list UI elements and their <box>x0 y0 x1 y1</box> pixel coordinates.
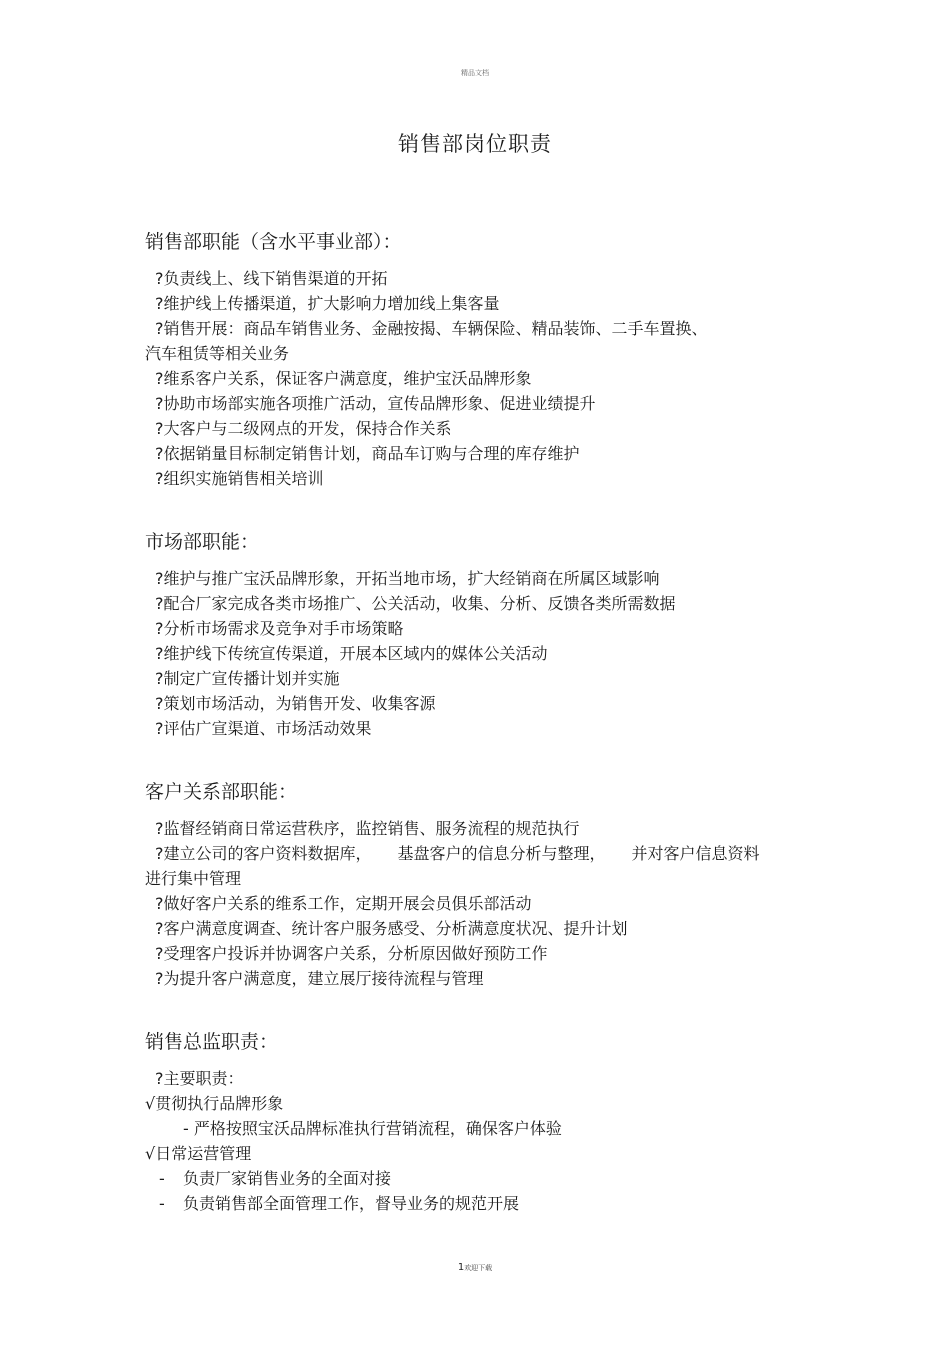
item-list <box>145 816 825 991</box>
list-item: ?依据销量目标制定销售计划，商品车订购与合理的库存维护 <box>155 444 580 463</box>
dash-item-text: 负责厂家销售业务的全面对接 <box>183 1169 392 1188</box>
dash-bullet: - <box>159 1194 165 1213</box>
dash-bullet: - <box>159 1169 165 1188</box>
list-item: ?维护与推广宝沃品牌形象，开拓当地市场，扩大经销商在所属区域影响 <box>155 569 660 588</box>
dash-item <box>145 1191 825 1216</box>
list-item: ?维护线下传统宣传渠道，开展本区域内的媒体公关活动 <box>155 644 548 663</box>
list-item: ?为提升客户满意度，建立展厅接待流程与管理 <box>155 969 484 988</box>
section-heading: 销售总监职责： <box>145 1031 279 1053</box>
item-list <box>145 266 825 491</box>
list-item: ?配合厂家完成各类市场推广、公关活动，收集、分析、反馈各类所需数据 <box>155 594 676 613</box>
page-footer <box>0 1262 950 1273</box>
section-heading: 市场部职能： <box>145 531 260 553</box>
list-item: ?受理客户投诉并协调客户关系，分析原因做好预防工作 <box>155 944 548 963</box>
item-segment: ?建立公司的客户资料数据库， <box>155 844 372 863</box>
list-item: ?协助市场部实施各项推广活动，宣传品牌形象、促进业绩提升 <box>155 394 596 413</box>
section-sales-functions <box>145 230 825 491</box>
list-item: ?维护线上传播渠道，扩大影响力增加线上集客量 <box>155 294 500 313</box>
list-item: ?策划市场活动，为销售开发、收集客源 <box>155 694 436 713</box>
section-customer-relations-functions <box>145 780 825 991</box>
page-number: 1 <box>457 1262 465 1273</box>
section-marketing-functions <box>145 530 825 741</box>
header-watermark: 精品文档 <box>461 69 489 77</box>
list-item-spaced <box>145 841 825 866</box>
dash-item <box>145 1166 825 1191</box>
dash-item-text: 负责销售部全面管理工作，督导业务的规范开展 <box>183 1194 520 1213</box>
document-title: 销售部岗位职责 <box>398 132 552 156</box>
list-item: ?客户满意度调查、统计客户服务感受、分析满意度状况、提升计划 <box>155 919 628 938</box>
list-item: ?维系客户关系，保证客户满意度，维护宝沃品牌形象 <box>155 369 532 388</box>
check-item: √贯彻执行品牌形象 <box>145 1094 284 1113</box>
item-list <box>145 1066 825 1216</box>
footer-text: 欢迎下载 <box>464 1264 493 1272</box>
list-item: ?分析市场需求及竞争对手市场策略 <box>155 619 404 638</box>
list-item: ?组织实施销售相关培训 <box>155 469 324 488</box>
list-item: ?大客户与二级网点的开发，保持合作关系 <box>155 419 452 438</box>
item-segment: 并对客户信息资料 <box>631 844 760 863</box>
list-item: ?评估广宣渠道、市场活动效果 <box>155 719 372 738</box>
item-list <box>145 566 825 741</box>
section-heading: 销售部职能（含水平事业部）： <box>145 231 402 253</box>
list-item: ?制定广宣传播计划并实施 <box>155 669 340 688</box>
list-item: ?负责线上、线下销售渠道的开拓 <box>155 269 388 288</box>
list-item-continuation: 进行集中管理 <box>145 869 242 888</box>
item-segment: 基盘客户的信息分析与整理， <box>397 844 606 863</box>
list-item-continuation: 汽车租赁等相关业务 <box>145 344 290 363</box>
dash-item: - 严格按照宝沃品牌标准执行营销流程，确保客户体验 <box>183 1119 562 1138</box>
list-item: ?监督经销商日常运营秩序，监控销售、服务流程的规范执行 <box>155 819 580 838</box>
list-item: ?主要职责： <box>155 1069 244 1088</box>
list-item: ?销售开展：商品车销售业务、金融按揭、车辆保险、精品装饰、二手车置换、 <box>155 319 708 338</box>
check-item: √日常运营管理 <box>145 1144 252 1163</box>
list-item: ?做好客户关系的维系工作，定期开展会员俱乐部活动 <box>155 894 532 913</box>
section-heading: 客户关系部职能： <box>145 781 298 803</box>
section-sales-director-duties <box>145 1030 825 1216</box>
